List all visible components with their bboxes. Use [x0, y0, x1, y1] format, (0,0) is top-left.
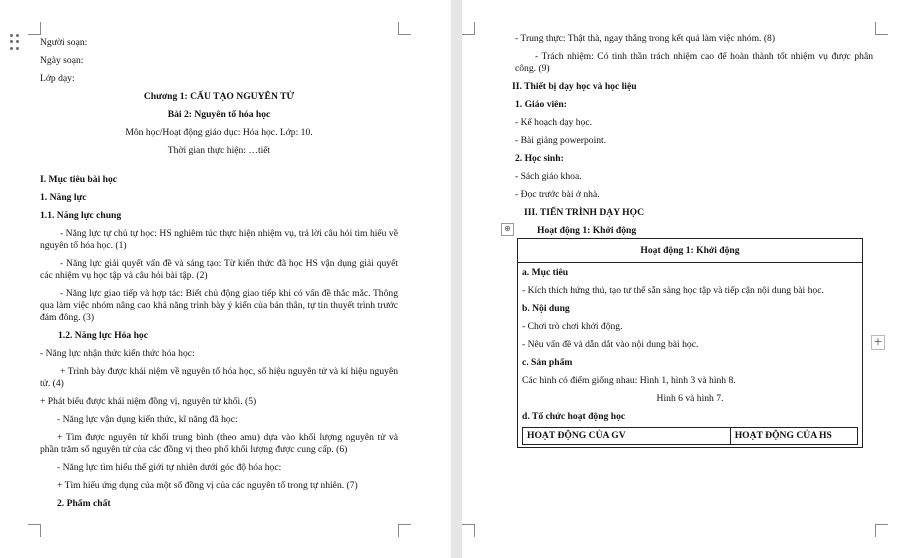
column-header-gv: HOẠT ĐỘNG CỦA GV [523, 428, 731, 445]
column-header-hs: HOẠT ĐỘNG CỦA HS [730, 428, 857, 445]
table-section-title: b. Nội dung [522, 303, 570, 314]
section-heading: 1. Năng lực [40, 192, 87, 203]
table-section-title: a. Mục tiêu [522, 267, 569, 278]
paragraph: - Trách nhiệm: Có tinh thần trách nhiệm cao để hoàn thành tốt nhiệm vụ được phân công. (9) [515, 51, 873, 74]
section-heading: I. Mục tiêu bài học [40, 174, 118, 185]
page-corner-mark [875, 524, 888, 537]
paragraph: - Đọc trước bài ở nhà. [515, 189, 600, 200]
section-heading: II. Thiết bị dạy học và học liệu [512, 81, 637, 92]
page-corner-mark [462, 524, 475, 537]
table-text: - Nêu vấn đề và dẫn dắt vào nội dung bài học. [522, 339, 699, 350]
page-corner-mark [398, 22, 411, 35]
paragraph: - Năng lực vận dụng kiến thức, kĩ năng đã học: [57, 414, 238, 425]
page-corner-mark [875, 22, 888, 35]
chapter-title: Chương 1: CẤU TẠO NGUYÊN TỬ [143, 91, 295, 102]
right-page-text[interactable] [512, 33, 873, 237]
paragraph: - Bài giảng powerpoint. [515, 135, 607, 146]
table-section-title: d. Tổ chức hoạt động học [522, 411, 626, 422]
subject-line: Môn học/Hoạt động giáo dục: Hóa học. Lớp: 10. [125, 127, 313, 138]
table-header-cell: Hoạt động 1: Khởi động [518, 239, 863, 263]
table-body-cell[interactable] [518, 263, 863, 448]
paragraph: - Năng lực nhận thức kiến thức hóa học: [40, 348, 195, 359]
page-corner-mark [28, 22, 41, 35]
page-corner-mark [28, 524, 41, 537]
table-text: Các hình có điểm giống nhau: Hình 1, hình 3 và hình 8. [522, 375, 736, 386]
paragraph: - Sách giáo khoa. [515, 171, 582, 182]
table-section-title: c. Sản phẩm [522, 357, 573, 368]
table-move-icon[interactable]: ⊕ [501, 223, 514, 236]
date-line: Ngày soạn: [40, 55, 84, 66]
section-heading: 1. Giáo viên: [515, 99, 567, 110]
paragraph: - Năng lực giao tiếp và hợp tác: Biết chủ động giao tiếp khi có vấn đề thắc mắc. Thông qua làm việc nhóm nâng cao khả năng trình bày ý kiến của bản thân, tự tin thuyết trình trước đám đông. (3) [40, 288, 398, 323]
section-heading: 1.1. Năng lực chung [40, 210, 122, 221]
table-text: - Chơi trò chơi khởi động. [522, 321, 623, 332]
table-text: - Kích thích hứng thú, tạo tư thế sẵn sàng học tập và tiếp cận nội dung bài học. [522, 285, 824, 296]
paragraph: - Năng lực giải quyết vấn đề và sáng tạo: Từ kiến thức đã học HS vận dụng giải quyết các nhiệm vụ học tập và câu hỏi bài tập. (2) [40, 258, 398, 281]
section-heading: 2. Phẩm chất [57, 498, 111, 509]
paragraph: + Tìm hiểu ứng dụng của một số đồng vị của các nguyên tố trong tự nhiên. (7) [57, 480, 358, 491]
page-corner-mark [398, 524, 411, 537]
section-heading: III. TIẾN TRÌNH DẠY HỌC [524, 207, 645, 218]
paragraph: - Trung thực: Thật thà, ngay thẳng trong kết quả làm việc nhóm. (8) [515, 33, 776, 44]
inner-table[interactable] [522, 427, 858, 445]
lesson-title: Bài 2: Nguyên tố hóa học [167, 109, 271, 120]
author-line: Người soạn: [40, 37, 88, 48]
activity-table[interactable] [517, 238, 863, 448]
activity-heading: Hoạt động 1: Khởi động [537, 225, 637, 236]
paragraph: - Năng lực tự chủ tự học: HS nghiêm túc thực hiện nhiệm vụ, trả lời câu hỏi tìm hiểu về nguyên tố hóa học. (1) [40, 228, 398, 251]
table-text: Hình 6 và hình 7. [656, 393, 724, 404]
paragraph: - Năng lực tìm hiểu thế giới tự nhiên dưới góc độ hóa học: [57, 462, 282, 473]
class-line: Lớp dạy: [40, 73, 75, 84]
document-page-left [0, 0, 451, 558]
paragraph: + Phát biểu được khái niệm đồng vị, nguyên tử khối. (5) [40, 396, 257, 407]
drag-handle-icon[interactable] [10, 34, 22, 50]
left-page-text[interactable] [40, 37, 398, 510]
plus-icon[interactable]: + [871, 335, 885, 350]
paragraph: - Kế hoạch dạy học. [515, 117, 592, 128]
paragraph: + Trình bày được khái niệm về nguyên tố hóa học, số hiệu nguyên tử và kí hiệu nguyên tử. (4) [40, 366, 398, 389]
section-heading: 1.2. Năng lực Hóa học [58, 330, 148, 341]
section-heading: 2. Học sinh: [515, 153, 564, 164]
paragraph: + Tìm được nguyên tử khối trung bình (theo amu) dựa vào khối lượng nguyên tử và phần trăm số nguyên tử của các đồng vị theo phổ khối lượng được cung cấp. (6) [40, 432, 398, 455]
page-corner-mark [462, 22, 475, 35]
time-line: Thời gian thực hiện: …tiết [167, 145, 271, 156]
